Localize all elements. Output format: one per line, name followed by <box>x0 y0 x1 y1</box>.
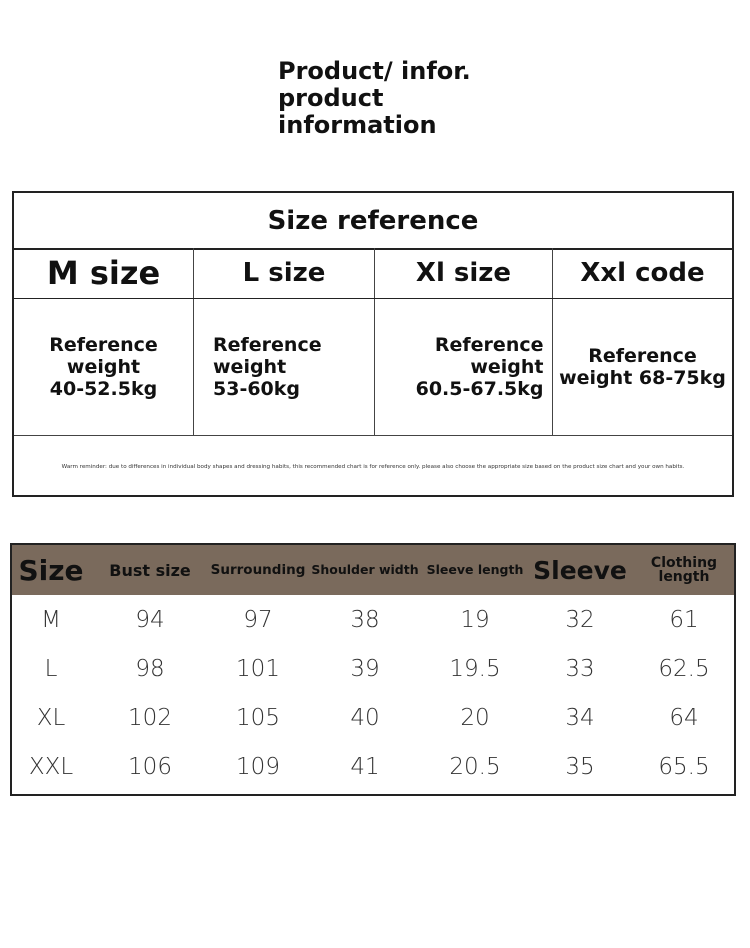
title-line-1: Product/ infor. <box>278 57 471 85</box>
size-name-m: M size <box>14 248 194 298</box>
cell-shoulder: 39 <box>350 655 380 682</box>
cell-size: XXL <box>28 753 74 780</box>
weight-label-xl: Reference weight <box>434 334 544 378</box>
weight-cell-xl <box>375 299 553 435</box>
cell-sleeve: 34 <box>565 704 595 731</box>
weight-cell-m <box>14 299 194 435</box>
header-sleeve: Sleeve <box>533 555 627 585</box>
table-row <box>12 644 734 693</box>
cell-shoulder: 41 <box>350 753 380 780</box>
header-shoulder-width: Shoulder width <box>311 562 419 577</box>
weight-value-xl: 60.5-67.5kg <box>415 378 544 400</box>
header-sleeve-length: Sleeve length <box>426 562 524 577</box>
cell-surrounding: 105 <box>236 704 280 731</box>
measurements-header <box>12 545 734 595</box>
weight-cell-xxl <box>553 299 732 435</box>
cell-clothing-length: 62.5 <box>658 655 710 682</box>
size-name-xl: Xl size <box>375 248 553 298</box>
weight-value-m: 40-52.5kg <box>49 378 158 400</box>
size-reference-table <box>12 191 734 497</box>
weight-value-l: 53-60kg <box>213 378 301 400</box>
size-reference-heading: Size reference <box>14 193 732 250</box>
header-surrounding: Surrounding <box>210 562 306 578</box>
measurements-body <box>12 595 734 791</box>
header-bust-size: Bust size <box>109 560 191 580</box>
cell-bust: 98 <box>135 655 165 682</box>
cell-sleeve-length: 19 <box>460 606 490 633</box>
cell-sleeve-length: 19.5 <box>449 655 501 682</box>
size-name-xxl: Xxl code <box>580 258 705 288</box>
cell-size: L <box>44 655 58 682</box>
cell-surrounding: 109 <box>236 753 280 780</box>
cell-bust: 106 <box>128 753 172 780</box>
table-row <box>12 742 734 791</box>
cell-sleeve-length: 20 <box>460 704 490 731</box>
cell-sleeve-length: 20.5 <box>449 753 501 780</box>
measurements-table <box>10 543 736 796</box>
header-size: Size <box>18 553 84 587</box>
cell-clothing-length: 61 <box>669 606 699 633</box>
cell-size: M <box>41 606 61 633</box>
weight-label-xxl: Reference weight 68-75kg <box>559 345 726 389</box>
weight-label-m: Reference weight <box>49 334 158 378</box>
header-clothing-length: Clothing length <box>650 555 718 585</box>
title-line-2: product <box>278 84 384 112</box>
cell-sleeve: 33 <box>565 655 595 682</box>
cell-shoulder: 40 <box>350 704 380 731</box>
size-name-l: L size <box>194 248 375 298</box>
warm-reminder: Warm reminder: due to differences in individual body shapes and dressing habits, this recommended chart is for reference only. please also choose the appropriate size based on the product size chart and your own habits. <box>61 463 685 470</box>
cell-clothing-length: 65.5 <box>658 753 710 780</box>
table-row <box>12 693 734 742</box>
cell-sleeve: 32 <box>565 606 595 633</box>
cell-clothing-length: 64 <box>669 704 699 731</box>
cell-bust: 102 <box>128 704 172 731</box>
cell-size: XL <box>36 704 66 731</box>
cell-shoulder: 38 <box>350 606 380 633</box>
weight-row <box>14 299 732 436</box>
weight-cell-l <box>194 299 375 435</box>
title-line-3: information <box>278 111 437 139</box>
table-row <box>12 595 734 644</box>
cell-bust: 94 <box>135 606 165 633</box>
cell-sleeve: 35 <box>565 753 595 780</box>
weight-label-l: Reference weight <box>213 334 322 378</box>
page-title <box>278 58 471 139</box>
cell-surrounding: 101 <box>236 655 280 682</box>
size-name-row <box>14 248 732 299</box>
cell-surrounding: 97 <box>243 606 273 633</box>
